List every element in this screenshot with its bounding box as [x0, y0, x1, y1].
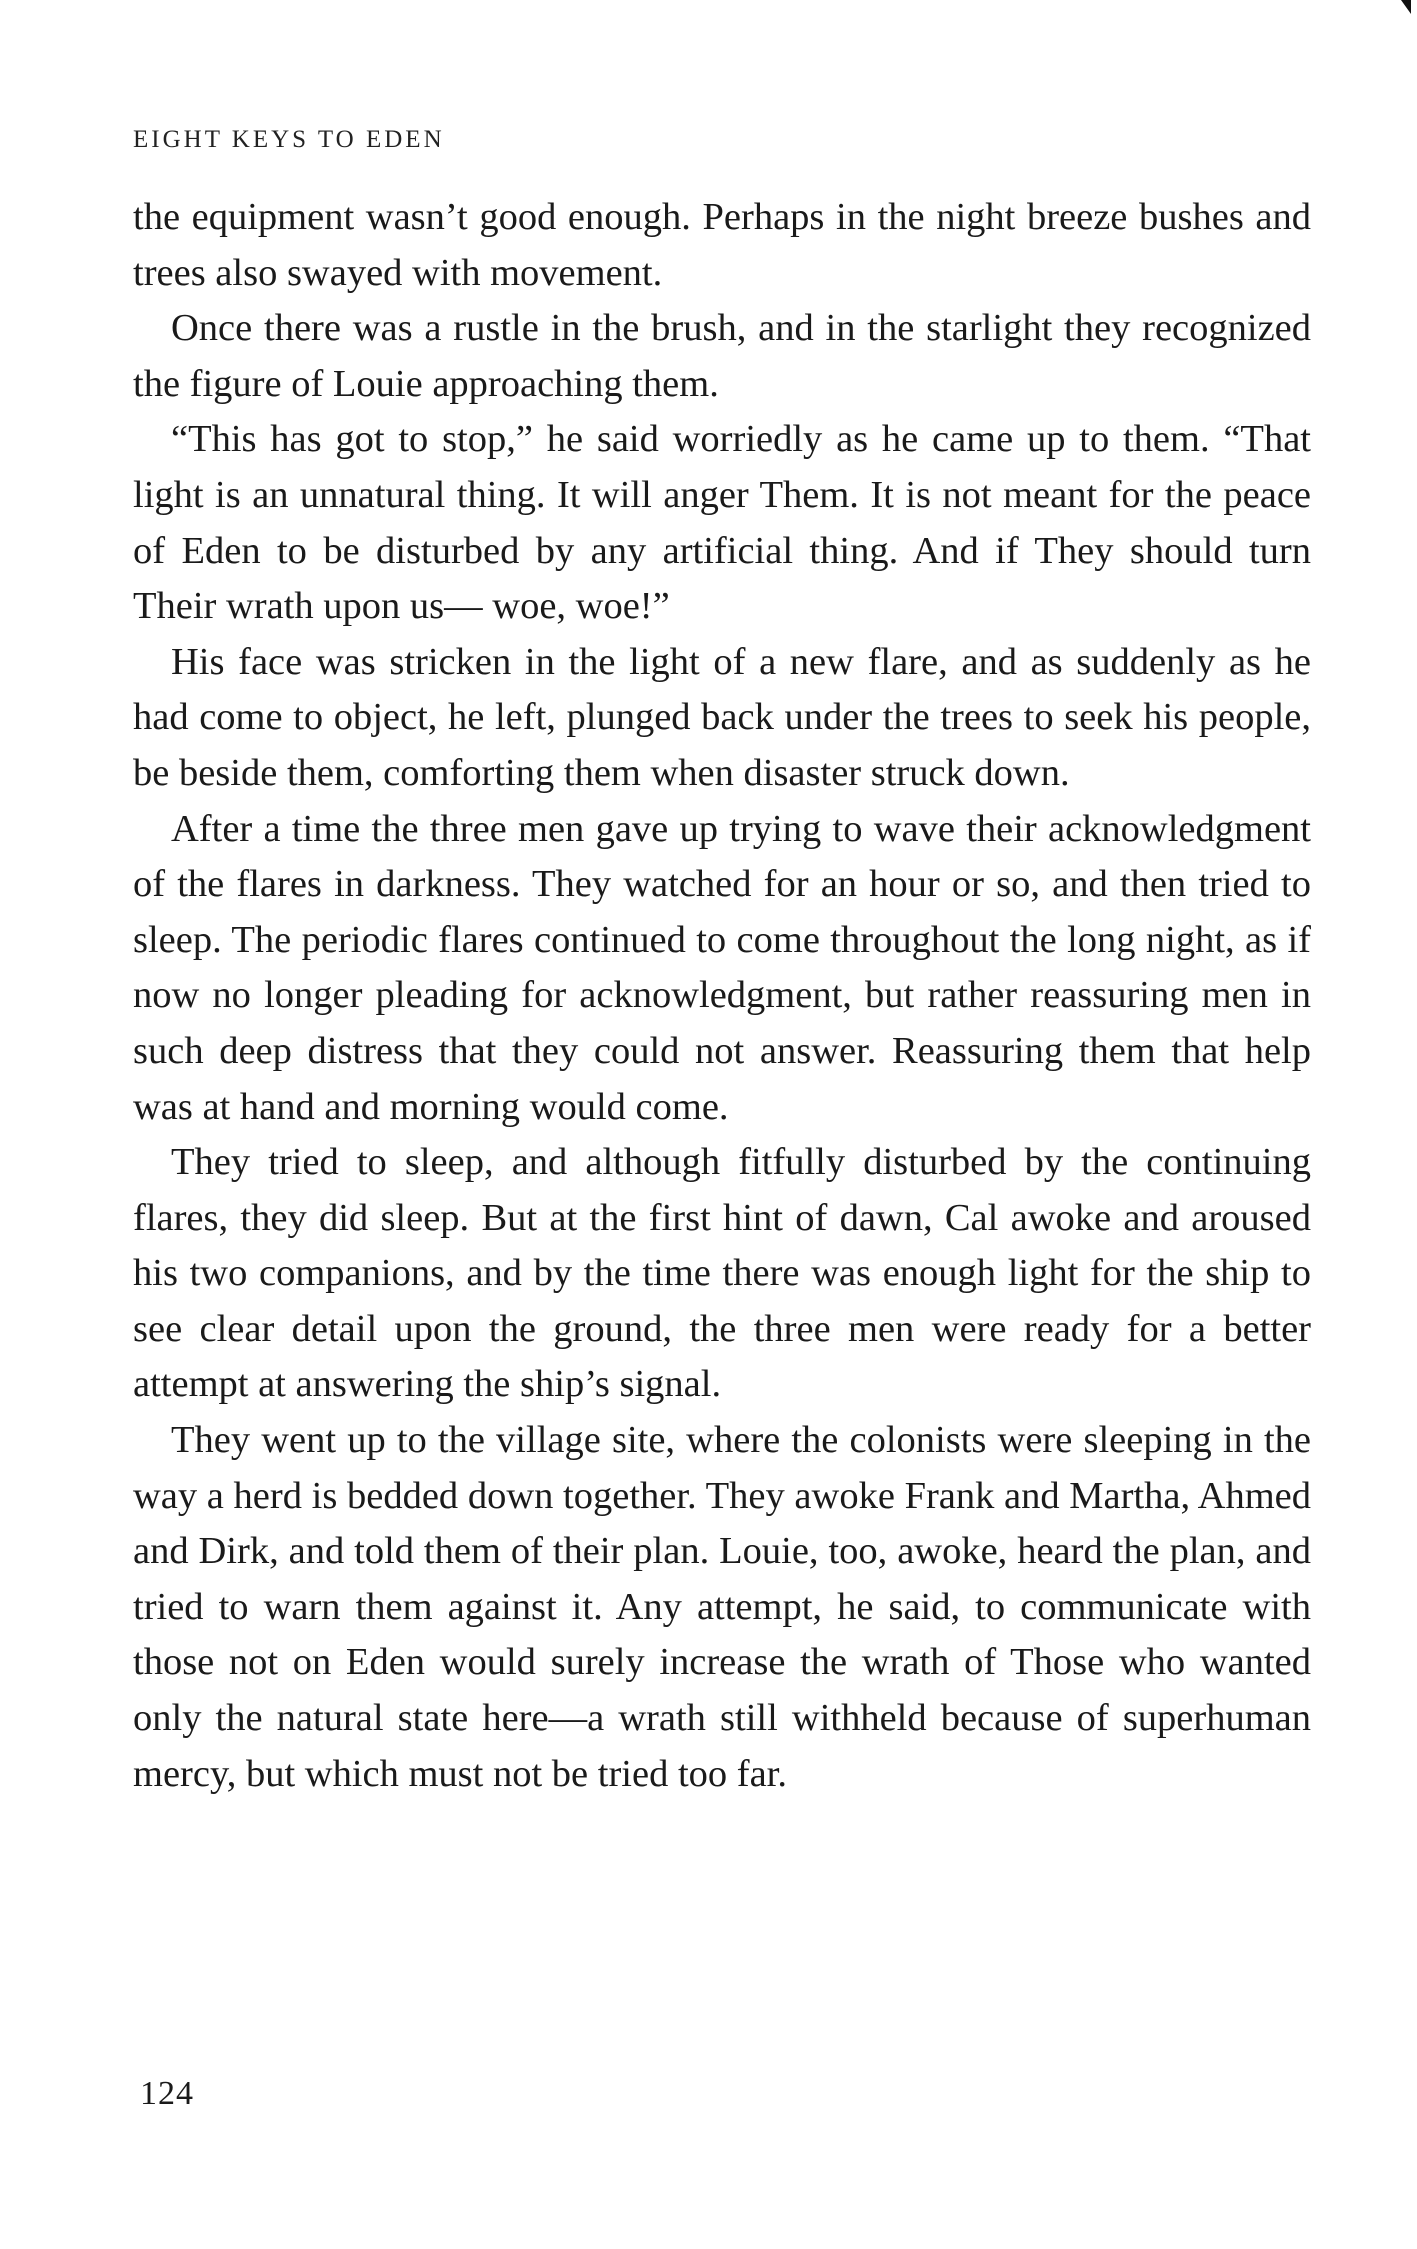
paragraph-7: They went up to the village site, where the colonists were sleeping in the way a herd is bedded down together. They awoke Frank and Martha, Ahmed and Dirk, and told them of their plan. Louie, too, awoke, heard the plan, and tried to warn them against it. Any attempt, he said, to communicate with those not on Eden would surely increase the wrath of Those who wanted only the natural state here—a wrath still withheld because of superhuman mercy, but which must not be tried too far. [133, 1419, 1311, 1795]
paragraph-2: Once there was a rustle in the brush, and in the starlight they recognized the figure of Louie approaching them. [133, 307, 1311, 405]
paragraph-1: the equipment wasn’t good enough. Perhaps in the night breeze bushes and trees also swayed with movement. [133, 196, 1311, 294]
paragraph-3: “This has got to stop,” he said worriedly as he came up to them. “That light is an unnatural thing. It will anger Them. It is not meant for the peace of Eden to be disturbed by any artificial thing. And if They should turn Their wrath upon us— woe, woe!” [133, 418, 1311, 628]
paragraph-4: His face was stricken in the light of a new flare, and as suddenly as he had come to object, he left, plunged back under the trees to seek his people, be beside them, comforting them when disaster struck down. [133, 640, 1311, 794]
running-head: EIGHT KEYS TO EDEN [133, 126, 445, 153]
scan-corner-mark [1401, 0, 1411, 14]
body-text [133, 190, 1311, 1802]
paragraph-5: After a time the three men gave up trying to wave their acknowledgment of the flares in darkness. They watched for an hour or so, and then tried to sleep. The periodic flares continued to come throughout the long night, as if now no longer pleading for acknowledgment, but rather reassuring men in such deep distress that they could not answer. Reassuring them that help was at hand and morning would come. [133, 807, 1311, 1128]
page-number: 124 [140, 2075, 194, 2112]
paragraph-6: They tried to sleep, and although fitfully disturbed by the continuing flares, they did sleep. But at the first hint of dawn, Cal awoke and aroused his two companions, and by the time there was enough light for the ship to see clear detail upon the ground, the three men were ready for a better attempt at answering the ship’s signal. [133, 1141, 1311, 1406]
